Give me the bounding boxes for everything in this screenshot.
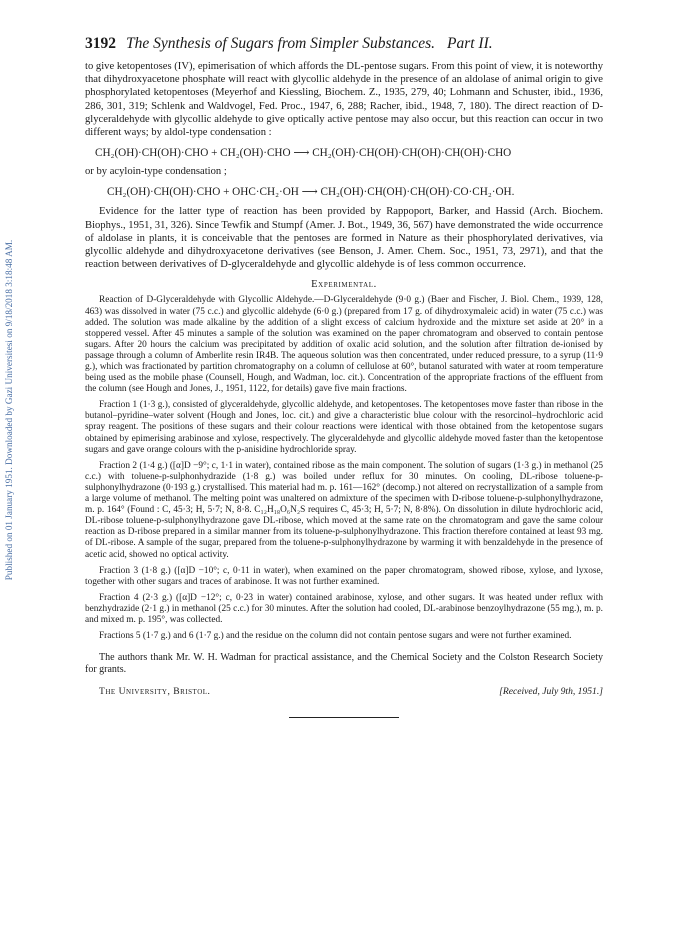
fraction-2-paragraph: Fraction 2 (1·4 g.) ([α]D −9°; c, 1·1 in water), contained ribose as the main component. The solution of sugars (1·3 g.) in methanol (25 c.c.) with toluene-p-sulphonhydrazide (1·8 g.) was boiled under reflux for 30 minutes. On cooling, DL-ribose toluene-p-sulphonylhydrazone (0·193 g.) crystallised. This material had m. p. 161—162° (decomp.) not altered on recrystallization of a sample from a large volume of methanol. The melting point was unaltered on admixture of the specimen with D-ribose toluene-p-sulphonylhydrazone, m. p. 164° (Found : C, 45·3; H, 5·7; N, 8·8. C₁₂H₁₈O₆N₂S requires C, 45·3; H, 5·7; N, 8·8%). On dissolution in dilute hydrochloric acid, DL-ribose toluene-p-sulphonylhydrazone gave DL-ribose, which moved at the same rate on the chromatogram and gave the same colour reaction as D-ribose prepared in a similar manner from its toluene-p-sulphonylhydrazone. This fraction therefore contained at least 93 mg. of DL-ribose. A sample of the sugar, prepared from the toluene-p-sulphonylhydrazone by warming it with benzaldehyde in the presence of acetic acid, showed no optical activity.: [85, 460, 603, 560]
page-number: 3192: [85, 35, 116, 52]
institution: The University, Bristol.: [99, 685, 211, 697]
fraction-3-paragraph: Fraction 3 (1·8 g.) ([α]D −10°; c, 0·11 in water), when examined on the paper chromatogram, showed ribose, xylose, and lyxose, together with other sugars and traces of arabinose. It was not further examined.: [85, 565, 603, 587]
acknowledgement: The authors thank Mr. W. H. Wadman for practical assistance, and the Chemical Society and the Colston Research Society for grants.: [85, 652, 603, 676]
fraction-1-paragraph: Fraction 1 (1·3 g.), consisted of glyceraldehyde, glycollic aldehyde, and ketopentoses. The ketopentoses move faster than ribose in the butanol–pyridine–water solvent (Hough and Jones, loc. cit.) and give a characteristic blue colour with the resorcinol–hydrochloric acid spray reagent. The positions of these sugars and their colour reactions were identical with those obtained from the ketopentose sugars obtained by epimerising arabinose and xylose, respectively. The glyceraldehyde and glycollic aldehyde moved faster than the ketopentose sugars and gave orange colours with the p-anisidine hydrochloride spray.: [85, 400, 603, 455]
end-rule: [289, 717, 399, 718]
running-title: The Synthesis of Sugars from Simpler Substances.: [126, 35, 435, 52]
intro-paragraph: to give ketopentoses (IV), epimerisation of which affords the DL-pentose sugars. From this point of view, it is noteworthy that dihydroxyacetone phosphate will react with glycollic aldehyde in the presence of an aldolase of animal origin to give phosphorylated ketopentoses (Meyerhof and Kiessling, Biochem. Z., 1935, 279, 40; Lohmann and Schuster, ibid., 1936, 286, 301, 319; Schlenk and Waldvogel, Fed. Proc., 1947, 6, 288; Racher, ibid., 1948, 7, 180). The direct reaction of D-glyceraldehyde with glycollic aldehyde to give optically active pentose may also occur, but this reaction can occur in two different ways; by aldol-type condensation :: [85, 61, 603, 139]
experimental-heading: Experimental.: [311, 279, 377, 291]
evidence-paragraph: Evidence for the latter type of reaction has been provided by Rappoport, Barker, and Hassid (Arch. Biochem. Biophys., 1951, 31, 326). Since Tewfik and Stumpf (Amer. J. Bot., 1949, 36, 567) have demonstrated the wide occurrence of aldolase in plants, it is conceivable that the pentoses are formed in Nature as their phosphorylated derivatives, via glycollic aldehyde and dihydroxyacetone derivatives (see Benson, J. Amer. Chem. Soc., 1951, 73, 2971), and that the reaction between derivatives of D-glyceraldehyde and glycollic aldehyde is of less common occurrence.: [85, 206, 603, 271]
download-watermark: [2, 130, 16, 690]
fraction-4-paragraph: Fraction 4 (2·3 g.) ([α]D −12°; c, 0·23 in water) contained arabinose, xylose, and other sugars. It was heated under reflux with benzhydrazide (2·1 g.) in methanol (25 c.c.) for 30 minutes. After the solution had cooled, DL-arabinose benzoylhydrazone (55 mg.), m. p. and mixed m. p. 195°, was collected.: [85, 592, 603, 625]
experimental-paragraph: Reaction of D-Glyceraldehyde with Glycollic Aldehyde.—D-Glyceraldehyde (9·0 g.) (Baer and Fischer, J. Biol. Chem., 1939, 128, 463) was dissolved in water (75 c.c.) and glycollic aldehyde (6·0 g.) (prepared from 17 g. of dihydroxymaleic acid) in water (75 c.c.) was added. The solution was made alkaline by the addition of a slight excess of calcium hydroxide and the mixture set aside at 20° in a stoppered vessel. After 45 minutes a sample of the solution was examined on the paper chromatogram and observed to contain pentose sugars. After 20 hours the calcium was precipitated by addition of oxalic acid solution, and the solution after filtration de-ionised by passage through a column of Amberlite resin IR4B. The aqueous solution was then concentrated, under reduced pressure, to a syrup (11·9 g.), which was fractionated by partition chromatography on a column of cellulose at 60°, butanol saturated with water at room temperature being used as the mobile phase (Counsell, Hough, and Wadman, loc. cit.). Concentration of the appropriate fractions of the effluent from the column (see Hough and Jones, J., 1951, 1122, for details) gave five main fractions.: [85, 295, 603, 395]
article-body: [85, 60, 603, 718]
download-watermark-text[interactable]: Published on 01 January 1951. Downloaded by Gazi Universitesi on 9/18/2018 3:18:48 AM.: [4, 239, 14, 581]
running-part: Part II.: [447, 35, 493, 52]
article-footer: [85, 686, 603, 697]
running-header: [85, 35, 605, 53]
fraction-5-6-paragraph: Fractions 5 (1·7 g.) and 6 (1·7 g.) and the residue on the column did not contain pentose sugars and were not further examined.: [99, 631, 572, 642]
acyloin-intro: or by acyloin-type condensation ;: [85, 166, 227, 178]
received-date: [Received, July 9th, 1951.]: [499, 685, 603, 697]
acyloin-equation: CH₂(OH)·CH(OH)·CHO + OHC·CH₂·OH ⟶ CH₂(OH)·CH(OH)·CH(OH)·CO·CH₂·OH.: [107, 186, 515, 199]
aldol-equation: CH₂(OH)·CH(OH)·CHO + CH₂(OH)·CHO ⟶ CH₂(OH)·CH(OH)·CH(OH)·CH(OH)·CHO: [95, 147, 512, 160]
